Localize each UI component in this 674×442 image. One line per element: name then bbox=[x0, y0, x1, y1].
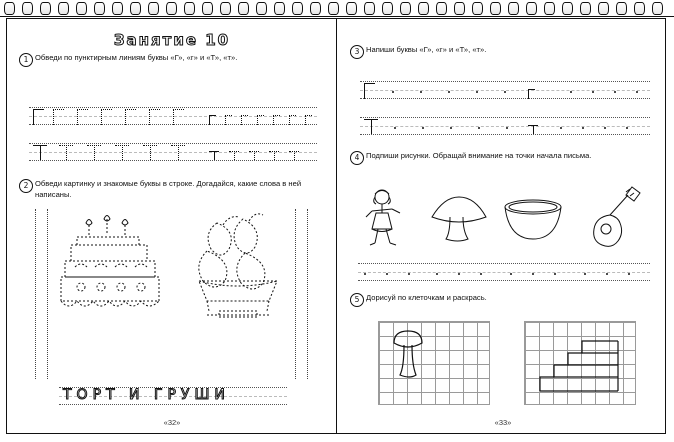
picture-frame-left bbox=[35, 209, 36, 379]
fruit-bowl-illustration bbox=[183, 215, 293, 327]
picture-frame-inner-left bbox=[47, 209, 48, 379]
letter-T-dotted-stem[interactable] bbox=[66, 145, 67, 160]
letter-g-dotted[interactable] bbox=[273, 115, 280, 125]
letter-G-dotted[interactable] bbox=[173, 109, 184, 125]
page-number-left: «32» bbox=[163, 418, 181, 427]
page-number-right: «33» bbox=[494, 418, 512, 427]
writing-row-1[interactable] bbox=[360, 81, 650, 99]
letter-T-sample-stem bbox=[371, 119, 372, 134]
page-title bbox=[7, 31, 337, 49]
task-5-text: Дорисуй по клеточкам и раскрась. bbox=[366, 293, 487, 302]
task-3-text: Напиши буквы «Г», «г» и «Т», «т». bbox=[366, 45, 487, 54]
letter-T-dotted-stem[interactable] bbox=[150, 145, 151, 160]
picture-girl bbox=[362, 187, 408, 249]
letter-g-dotted[interactable] bbox=[305, 115, 312, 125]
letter-t-dotted-stem[interactable] bbox=[274, 151, 275, 160]
picture-mushroom bbox=[428, 195, 490, 243]
grid-mushroom-drawing bbox=[392, 329, 462, 399]
letter-g-dotted[interactable] bbox=[225, 115, 232, 125]
letter-g-dotted[interactable] bbox=[241, 115, 248, 125]
letter-t-dotted-stem[interactable] bbox=[234, 151, 235, 160]
picture-frame-right bbox=[307, 209, 308, 379]
caption-row[interactable] bbox=[358, 263, 650, 281]
cake-illustration bbox=[59, 215, 179, 325]
task-2-number: 2 bbox=[19, 179, 33, 193]
letter-G-sample bbox=[33, 109, 44, 125]
letter-G-dotted[interactable] bbox=[101, 109, 112, 125]
picture-guitar bbox=[582, 185, 644, 249]
letter-T-dotted-stem[interactable] bbox=[122, 145, 123, 160]
letter-t-dotted-stem[interactable] bbox=[294, 151, 295, 160]
picture-frame-inner-right bbox=[295, 209, 296, 379]
left-page bbox=[7, 19, 337, 435]
letter-G-dotted[interactable] bbox=[125, 109, 136, 125]
letter-t-dotted-stem[interactable] bbox=[254, 151, 255, 160]
task-3-number: 3 bbox=[350, 45, 364, 59]
start-dots-row-2 bbox=[394, 127, 644, 131]
task-5-number: 5 bbox=[350, 293, 364, 307]
task-4-number: 4 bbox=[350, 151, 364, 165]
page-title-text: Занятие bbox=[113, 31, 199, 49]
caption-start-dots bbox=[364, 273, 650, 277]
letter-g-sample bbox=[209, 115, 216, 125]
task-4-text: Подпиши рисунки. Обращай внимание на точки начала письма. bbox=[366, 151, 592, 160]
letter-g-dotted[interactable] bbox=[257, 115, 264, 125]
letter-g-dotted[interactable] bbox=[289, 115, 296, 125]
right-page bbox=[338, 19, 668, 435]
letter-T-sample-stem bbox=[40, 145, 41, 160]
letter-t-sample-stem bbox=[214, 151, 215, 160]
task-2-text: Обведи картинку и знакомые буквы в строке. Догадайся, какие слова в ней написаны. bbox=[35, 179, 302, 199]
page-title-number: 10 bbox=[205, 31, 231, 49]
letter-G-dotted[interactable] bbox=[53, 109, 64, 125]
task-1-text: Обведи по пунктирным линиям буквы «Г», «г» и «Т», «т». bbox=[35, 53, 238, 62]
spiral-binding bbox=[0, 0, 674, 17]
letter-T-dotted-stem[interactable] bbox=[94, 145, 95, 160]
letter-G-dotted[interactable] bbox=[77, 109, 88, 125]
letter-T-dotted-stem[interactable] bbox=[178, 145, 179, 160]
hidden-word: ТОРТ И ГРУШИ bbox=[63, 387, 230, 403]
writing-row-2[interactable] bbox=[360, 117, 650, 135]
picture-bowl bbox=[502, 199, 564, 245]
letter-G-dotted[interactable] bbox=[149, 109, 160, 125]
task-1-number: 1 bbox=[19, 53, 33, 67]
grid-stairs-drawing bbox=[534, 331, 630, 397]
page-spine bbox=[336, 18, 337, 434]
start-dots-row-1 bbox=[392, 91, 642, 95]
letter-G-sample bbox=[364, 83, 375, 99]
